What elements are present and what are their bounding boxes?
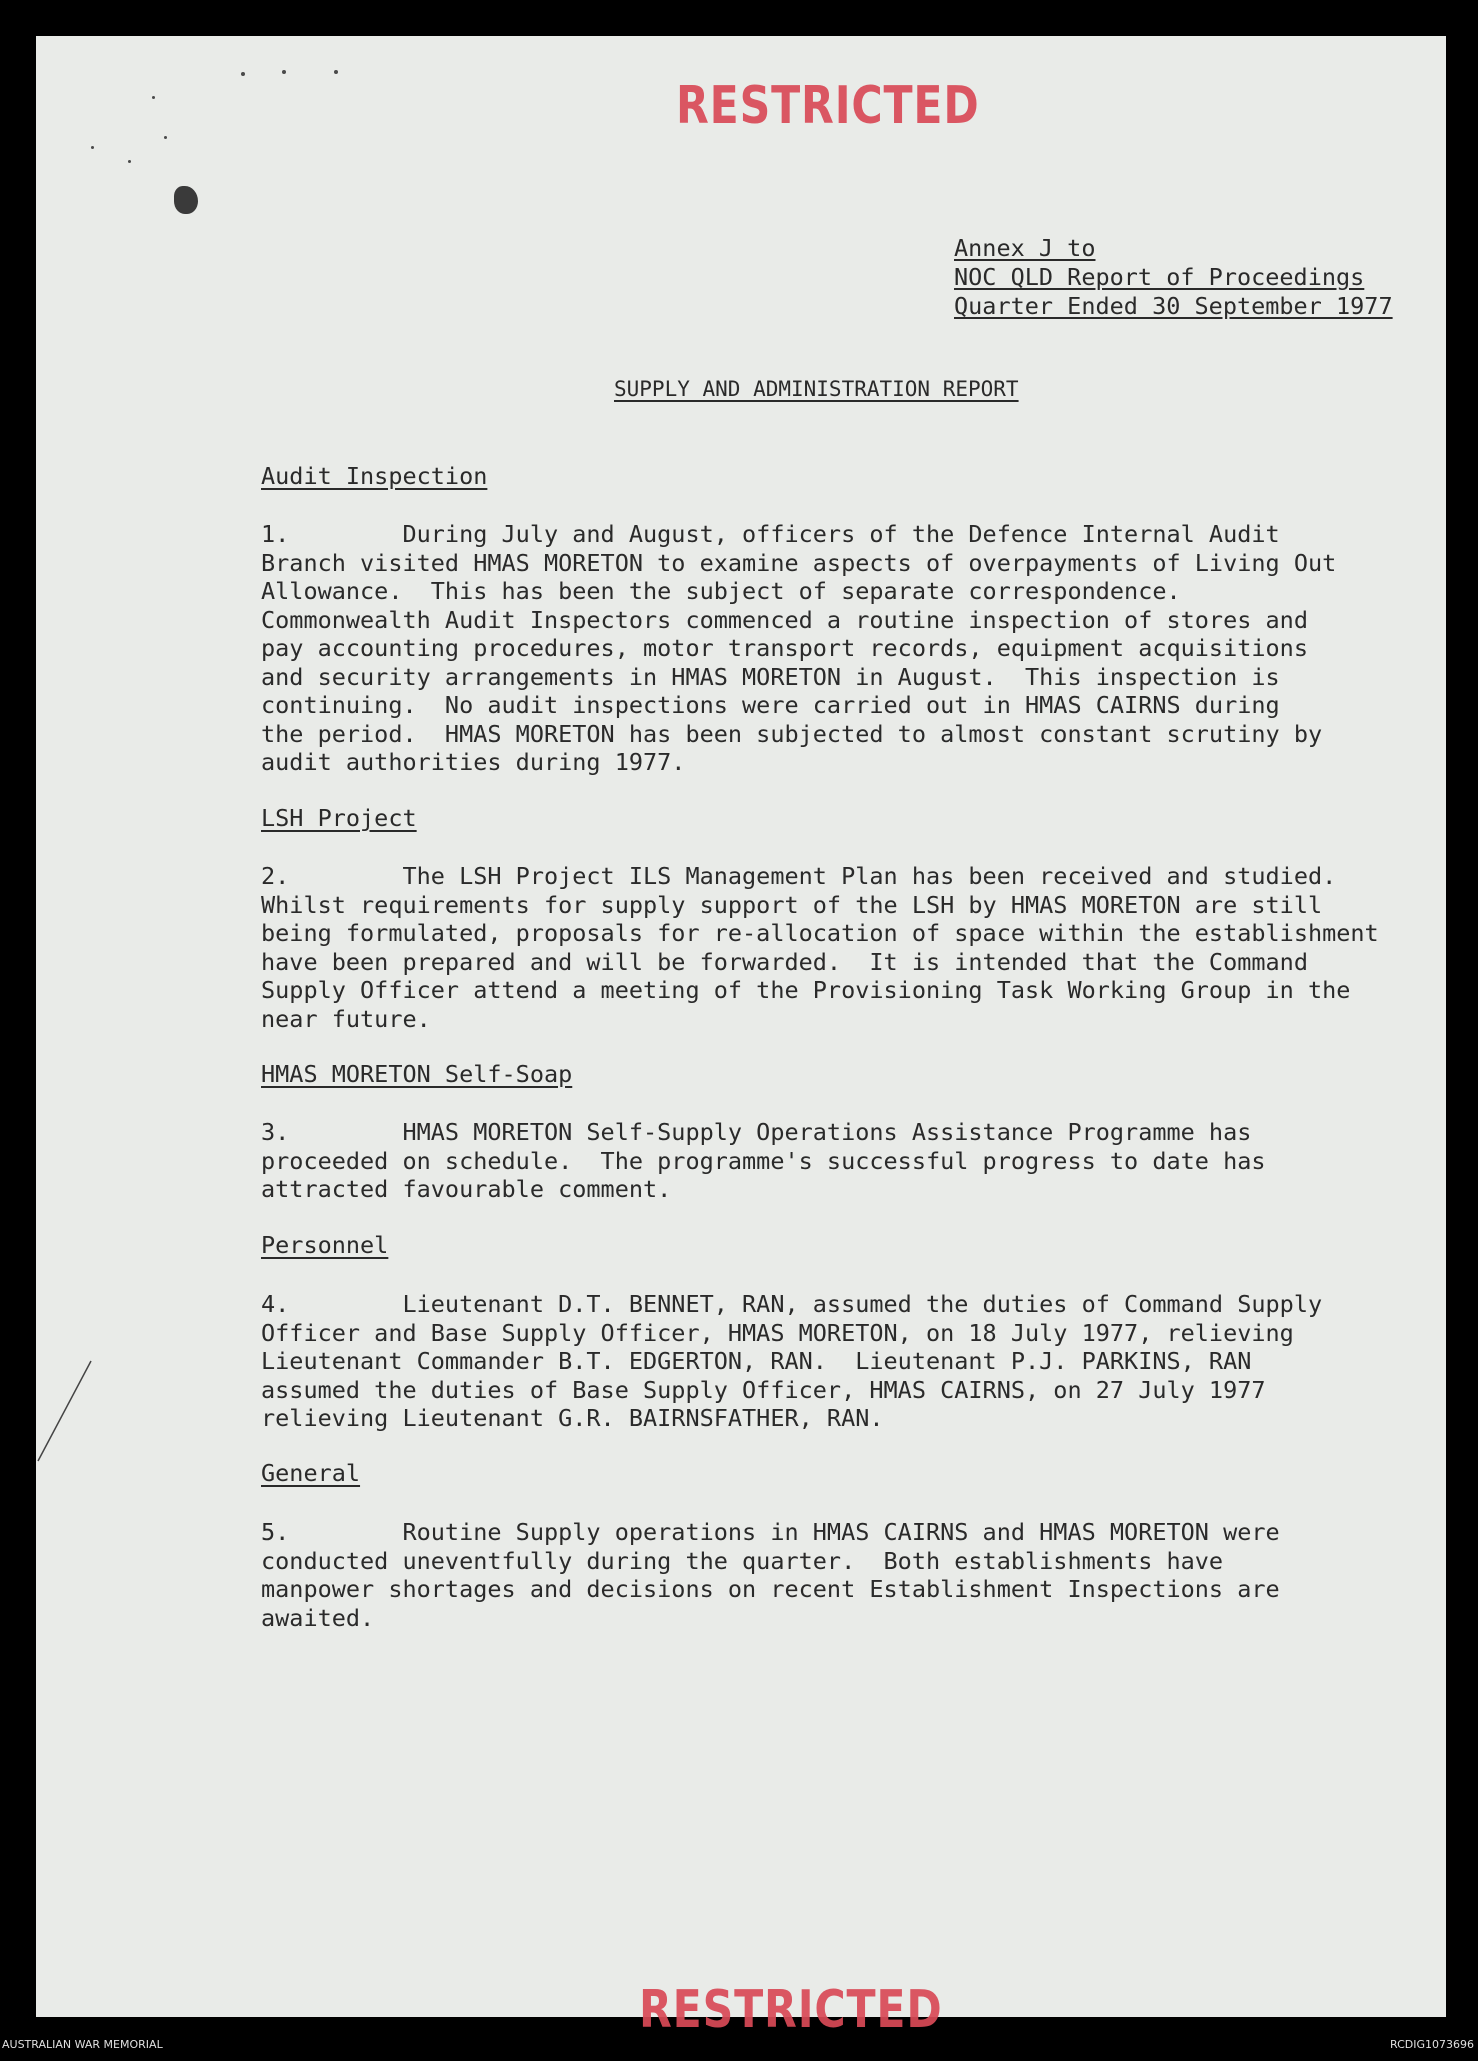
paragraph-line: relieving Lieutenant G.R. BAIRNSFATHER, RAN. [261, 1404, 884, 1432]
paper-speck [152, 96, 155, 99]
paragraph-line: conducted uneventfully during the quarter. Both establishments have [261, 1546, 1224, 1575]
paragraph-line: 5. Routine Supply operations in HMAS CAIRNS and HMAS MORETON were [261, 1518, 1280, 1546]
annex-line: NOC QLD Report of Proceedings [954, 263, 1365, 291]
paragraph-line: manpower shortages and decisions on recent Establishment Inspections are [261, 1575, 1280, 1603]
paragraph [261, 1290, 1391, 1433]
paragraph-line: Supply Officer attend a meeting of the Provisioning Task Working Group in the [261, 976, 1351, 1004]
restricted-stamp-top: RESTRICTED [676, 76, 980, 136]
paragraph-line: Whilst requirements for supply support of the LSH by HMAS MORETON are still [261, 890, 1323, 919]
section-heading: Audit Inspection [261, 462, 488, 490]
section-heading: HMAS MORETON Self-Soap [261, 1060, 573, 1088]
paragraph-line: attracted favourable comment. [261, 1175, 672, 1203]
paper-speck [334, 70, 338, 74]
paragraph-line: Allowance. This has been the subject of separate correspondence. [261, 577, 1181, 605]
paragraph-line: Officer and Base Supply Officer, HMAS MORETON, on 18 July 1977, relieving [261, 1318, 1294, 1347]
paper-speck [282, 70, 286, 74]
paper-speck [241, 72, 245, 76]
archive-id: RCDIG1073696 [1389, 2038, 1474, 2051]
annex-reference [954, 234, 1393, 321]
paragraph-line: Commonwealth Audit Inspectors commenced a routine inspection of stores and [261, 605, 1308, 634]
paper-speck [128, 160, 131, 163]
paragraph-line: near future. [261, 1004, 431, 1033]
paragraph [261, 1518, 1391, 1632]
paper-speck [164, 136, 167, 139]
annex-line: Annex J to [954, 234, 1096, 262]
restricted-stamp-bottom: RESTRICTED [639, 1980, 943, 2040]
paragraph-line: continuing. No audit inspections were carried out in HMAS CAIRNS during [261, 691, 1280, 719]
paragraph-line: have been prepared and will be forwarded. It is intended that the Command [261, 947, 1308, 976]
archive-credit: AUSTRALIAN WAR MEMORIAL [2, 2038, 163, 2051]
paper-speck [91, 146, 94, 149]
margin-pen-mark [36, 1356, 96, 1466]
paragraph-line: and security arrangements in HMAS MORETON in August. This inspection is [261, 662, 1280, 691]
paragraph-line: awaited. [261, 1603, 375, 1632]
paragraph-line: Lieutenant Commander B.T. EDGERTON, RAN. Lieutenant P.J. PARKINS, RAN [261, 1347, 1252, 1375]
paragraph [261, 1118, 1391, 1204]
paragraph [261, 520, 1391, 777]
paragraph-line: audit authorities during 1977. [261, 748, 686, 776]
paragraph-line: proceeded on schedule. The programme's successful progress to date has [261, 1146, 1266, 1175]
section-heading: General [261, 1459, 361, 1487]
section-heading: Personnel [261, 1231, 389, 1259]
paragraph-line: pay accounting procedures, motor transport records, equipment acquisitions [261, 634, 1308, 662]
paragraph-line: 1. During July and August, officers of the Defence Internal Audit [261, 520, 1280, 548]
paragraph-line: 2. The LSH Project ILS Management Plan has been received and studied. [261, 862, 1337, 890]
punch-hole-mark [174, 186, 198, 214]
document-title: SUPPLY AND ADMINISTRATION REPORT [614, 377, 1019, 401]
paragraph-line: 3. HMAS MORETON Self-Supply Operations Assistance Programme has [261, 1118, 1252, 1146]
paragraph-line: Branch visited HMAS MORETON to examine aspects of overpayments of Living Out [261, 548, 1337, 577]
section-heading: LSH Project [261, 804, 417, 832]
paragraph-line: 4. Lieutenant D.T. BENNET, RAN, assumed the duties of Command Supply [261, 1290, 1323, 1318]
paragraph-line: being formulated, proposals for re-allocation of space within the establishment [261, 919, 1379, 947]
paragraph-line: assumed the duties of Base Supply Officer, HMAS CAIRNS, on 27 July 1977 [261, 1375, 1266, 1404]
annex-line: Quarter Ended 30 September 1977 [954, 292, 1393, 320]
paragraph-line: the period. HMAS MORETON has been subjected to almost constant scrutiny by [261, 719, 1323, 748]
document-page [36, 36, 1446, 2040]
paragraph [261, 862, 1391, 1033]
